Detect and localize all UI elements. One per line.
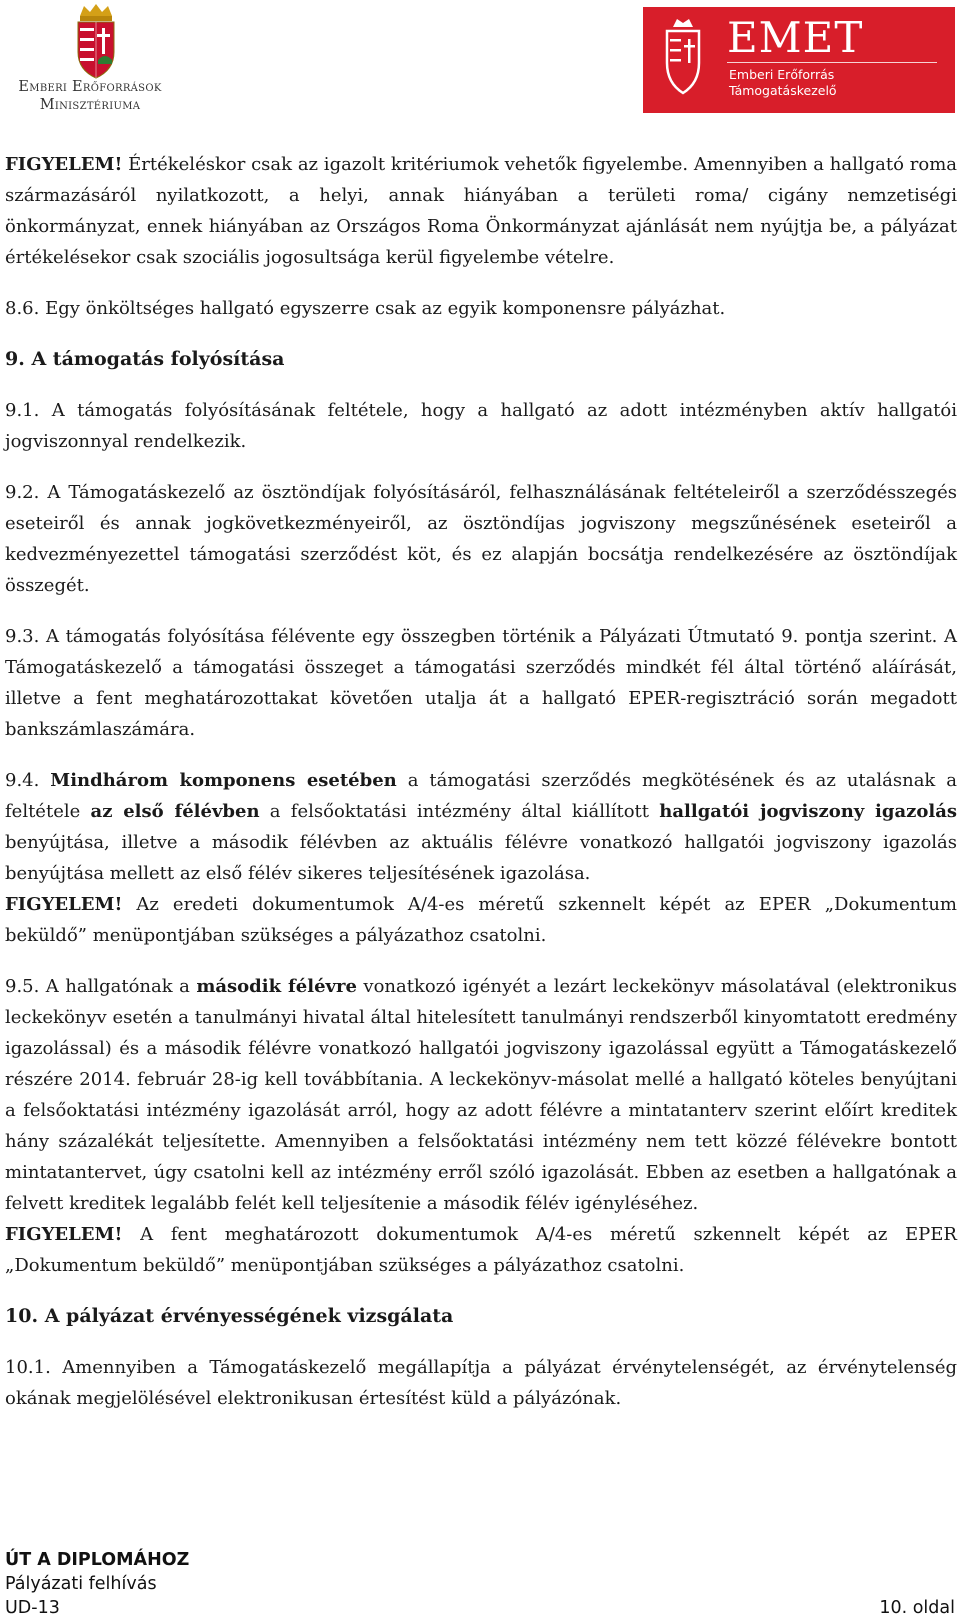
- paragraph-9-5: [5, 971, 957, 1219]
- warning-label: FIGYELEM!: [5, 894, 123, 915]
- p94-bold-2: az első félévben: [90, 801, 260, 822]
- warning-text: Az eredeti dokumentumok A/4-es méretű szkennelt képét az EPER „Dokumentum beküldő” menüpontjában szükséges a pályázathoz csatolni.: [5, 894, 957, 946]
- footer-code: UD-13: [5, 1598, 60, 1618]
- p95-text-2: vonatkozó igényét a lezárt leckekönyv másolatával (elektronikus leckekönyv esetén a tanulmányi hivatal által hitelesített tanulmányi rendszerből kinyomtatott eredmény igazolással) és a második félévre vonatkozó hallgatói jogviszony igazolással együtt a Támogatáskezelő részére 2014. február 28-ig kell továbbítania. A leckekönyv-másolat mellé a hallgató köteles benyújtani a felsőoktatási intézmény igazolását arról, hogy az adott félévre a mintatanterv szerint előírt kreditek hány százalékát teljesítette. Amennyiben a felsőoktatási intézmény nem tett közzé félévekre bontott mintatantervet, úgy csatolni kell az intézmény erről szóló igazolását. Ebben az esetben a hallgatónak a felvett kreditek legalább felét kell teljesítenie a második félév igényléséhez.: [5, 976, 958, 1214]
- emet-title: EMET: [727, 13, 864, 62]
- paragraph-9-2: 9.2. A Támogatáskezelő az ösztöndíjak folyósításáról, felhasználásának feltételeiről a szerződésszegés eseteiről és annak jogkövetkezményeiről, az ösztöndíjas jogviszony megszűnésének eseteiről a kedvezményezettel támogatási szerződést köt, és ez alapján bocsátja rendelkezésére az ösztöndíjak összegét.: [5, 482, 957, 596]
- section-heading-9: 9. A támogatás folyósítása: [5, 348, 285, 370]
- paragraph-9-4-warning: [5, 889, 957, 951]
- section-heading-10: [5, 1301, 957, 1332]
- section-title: A pályázat érvényességének vizsgálata: [44, 1305, 454, 1327]
- paragraph-9-4: [5, 765, 957, 889]
- paragraph-9-1: 9.1. A támogatás folyósításának feltétele, hogy a hallgató az adott intézményben aktív hallgatói jogviszonnyal rendelkezik.: [5, 400, 957, 452]
- p94-num: 9.4.: [5, 770, 51, 791]
- emet-divider: [727, 62, 937, 63]
- coat-of-arms-icon: [6, 2, 186, 82]
- emet-logo: [643, 7, 955, 113]
- footer-program-name: ÚT A DIPLOMÁHOZ: [5, 1550, 190, 1570]
- paragraph-9-3: 9.3. A támogatás folyósítása félévente egy összegben történik a Pályázati Útmutató 9. pontja szerint. A Támogatáskezelő a támogatási összeget a támogatási szerződés mindkét fél által történő aláírását, illetve a fent meghatározottakat követően utalja át a hallgató EPER-regisztráció során megadott bankszámlaszámára.: [5, 626, 957, 740]
- section-number: 10.: [5, 1305, 39, 1327]
- emet-subtitle-line1: Emberi Erőforrás: [729, 67, 835, 82]
- emet-shield-icon: [643, 7, 723, 113]
- warning-text: Értékeléskor csak az igazolt kritériumok vehetők figyelembe. Amennyiben a hallgató roma származásáról nyilatkozott, a helyi, annak hiányában a területi roma/ cigány nemzetiségi önkormányzat, ennek hiányában az Országos Roma Önkormányzat ajánlását nem nyújtja be, a pályázat értékelésekor csak szociális jogosultsága kerül figyelembe vételre.: [5, 154, 957, 268]
- page-number: 10. oldal: [879, 1598, 955, 1618]
- paragraph-9-5-warning: [5, 1219, 957, 1281]
- footer-doc-type: Pályázati felhívás: [5, 1574, 157, 1594]
- warning-text: A fent meghatározott dokumentumok A/4-es méretű szkennelt képét az EPER „Dokumentum beküldő” menüpontjában szükséges a pályázathoz csatolni.: [5, 1224, 957, 1276]
- paragraph-warning-evaluation: [5, 149, 957, 273]
- ministry-name-line2: Minisztériuma: [39, 97, 141, 113]
- p95-text-1: 9.5. A hallgatónak a: [5, 976, 197, 997]
- warning-label: FIGYELEM!: [5, 1224, 123, 1245]
- p94-text-3: benyújtása, illetve a második félévben az aktuális félévre vonatkozó hallgatói jogviszony igazolás benyújtása mellett az első félév sikeres teljesítésének igazolása.: [5, 832, 957, 884]
- p95-bold: második félévre: [196, 976, 357, 997]
- ministry-name-line1: Emberi Erőforrások: [18, 79, 162, 95]
- paragraph-10-1: 10.1. Amennyiben a Támogatáskezelő megállapítja a pályázat érvénytelenségét, az érvénytelenség okának megjelölésével elektronikusan értesítést küld a pályázónak.: [5, 1357, 957, 1409]
- page-footer: [5, 1548, 955, 1620]
- p94-text-1: a támogatási szerződés megkötésének és az utalásnak a feltétele: [5, 770, 957, 822]
- emet-subtitle-line2: Támogatáskezelő: [729, 83, 837, 98]
- ministry-name: [0, 78, 180, 114]
- p94-text-2: a felsőoktatási intézmény által kiállított: [259, 801, 660, 822]
- p94-bold-1: Mindhárom komponens esetében: [50, 770, 397, 791]
- p94-bold-3: hallgatói jogviszony igazolás: [659, 801, 958, 822]
- warning-label: FIGYELEM!: [5, 154, 123, 175]
- page-header: [0, 0, 960, 125]
- paragraph-8-6: 8.6. Egy önköltséges hallgató egyszerre csak az egyik komponensre pályázhat.: [5, 298, 726, 319]
- emet-subtitle: [729, 67, 837, 99]
- document-body: [5, 149, 957, 1414]
